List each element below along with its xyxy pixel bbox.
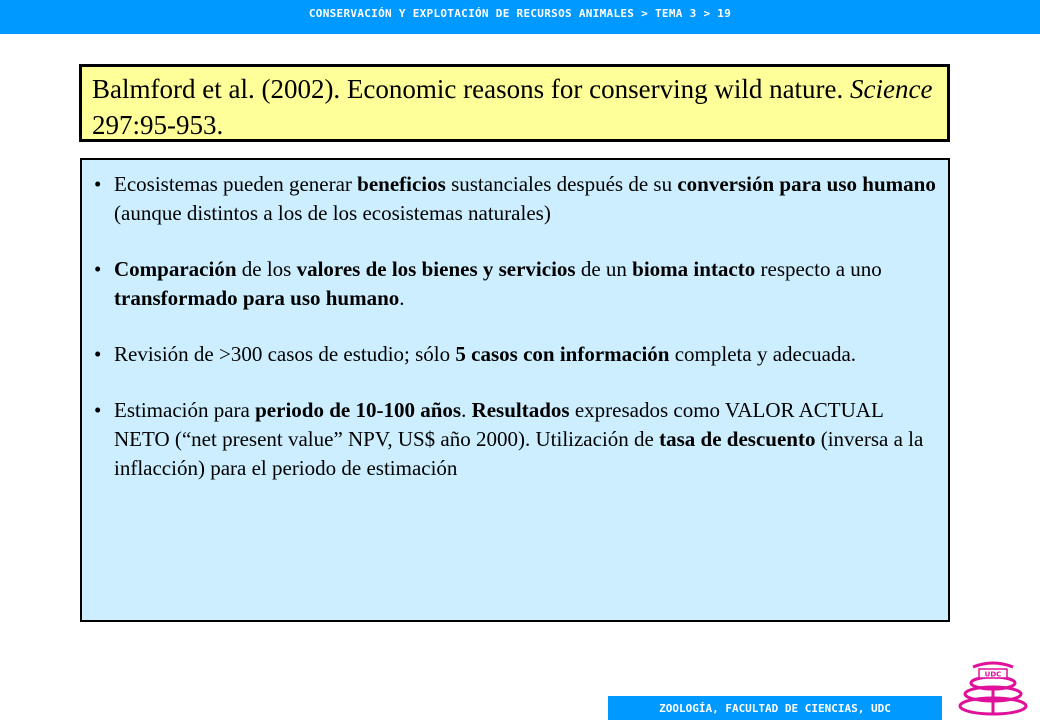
bullet-bold-text: valores de los bienes y servicios bbox=[296, 257, 576, 281]
citation-volume: 297:95-953. bbox=[92, 110, 224, 140]
citation-authors: Balmford et al. (2002). Economic reasons for conserving wild nature. bbox=[92, 74, 844, 104]
bullet-bold-text: beneficios bbox=[357, 172, 446, 196]
bullet-item bbox=[90, 396, 938, 483]
bullet-bold-text: bioma intacto bbox=[632, 257, 756, 281]
bullet-text: (inversa a la inflacción) para el periodo de estimación bbox=[114, 427, 924, 480]
bullet-marker: • bbox=[94, 342, 102, 366]
content-box bbox=[80, 158, 950, 622]
bullet-bold-text: conversión para uso humano bbox=[677, 172, 936, 196]
bullet-marker: • bbox=[94, 398, 102, 422]
bullet-text: Revisión de >300 casos de estudio; sólo bbox=[114, 342, 456, 366]
bullet-text: Ecosistemas pueden generar bbox=[114, 172, 358, 196]
bullet-marker: • bbox=[94, 257, 102, 281]
bullet-item bbox=[90, 255, 938, 313]
citation-journal: Science bbox=[850, 74, 933, 104]
bullet-text: expresados como bbox=[569, 398, 725, 422]
bullet-text: respecto a uno bbox=[755, 257, 882, 281]
udc-logo-icon bbox=[957, 661, 1029, 719]
bullet-item bbox=[90, 170, 938, 228]
bullet-bold-text: Resultados bbox=[471, 398, 570, 422]
footer-bar bbox=[608, 696, 942, 720]
bullet-item bbox=[90, 340, 938, 369]
bullet-text: (“net present value” NPV, US$ año 2000). Utilización de bbox=[169, 427, 660, 451]
bullet-text: VALOR ACTUAL NETO bbox=[114, 398, 884, 451]
citation-box bbox=[79, 64, 950, 142]
header-bar bbox=[0, 0, 1040, 34]
bullet-bold-text: periodo de 10-100 años bbox=[255, 398, 462, 422]
bullet-text: (aunque distintos a los de los ecosistemas naturales) bbox=[114, 201, 551, 225]
footer-text: ZOOLOGÍA, FACULTAD DE CIENCIAS, UDC bbox=[659, 702, 891, 715]
bullet-text: completa y adecuada. bbox=[669, 342, 857, 366]
header-title: CONSERVACIÓN Y EXPLOTACIÓN DE RECURSOS ANIMALES > TEMA 3 > 19 bbox=[308, 7, 732, 20]
bullet-bold-text: Comparación bbox=[114, 257, 237, 281]
bullet-text: de un bbox=[575, 257, 633, 281]
bullet-bold-text: transformado para uso humano bbox=[114, 286, 400, 310]
bullet-bold-text: 5 casos con información bbox=[455, 342, 670, 366]
bullet-text: . bbox=[461, 398, 472, 422]
bullet-text: . bbox=[399, 286, 405, 310]
logo-text: UDC bbox=[984, 670, 1002, 679]
bullet-text: sustanciales después de su bbox=[445, 172, 678, 196]
bullet-text: de los bbox=[236, 257, 297, 281]
bullet-text: Estimación para bbox=[114, 398, 256, 422]
bullet-bold-text: tasa de descuento bbox=[659, 427, 816, 451]
bullet-marker: • bbox=[94, 172, 102, 196]
bullet-list bbox=[90, 170, 938, 483]
